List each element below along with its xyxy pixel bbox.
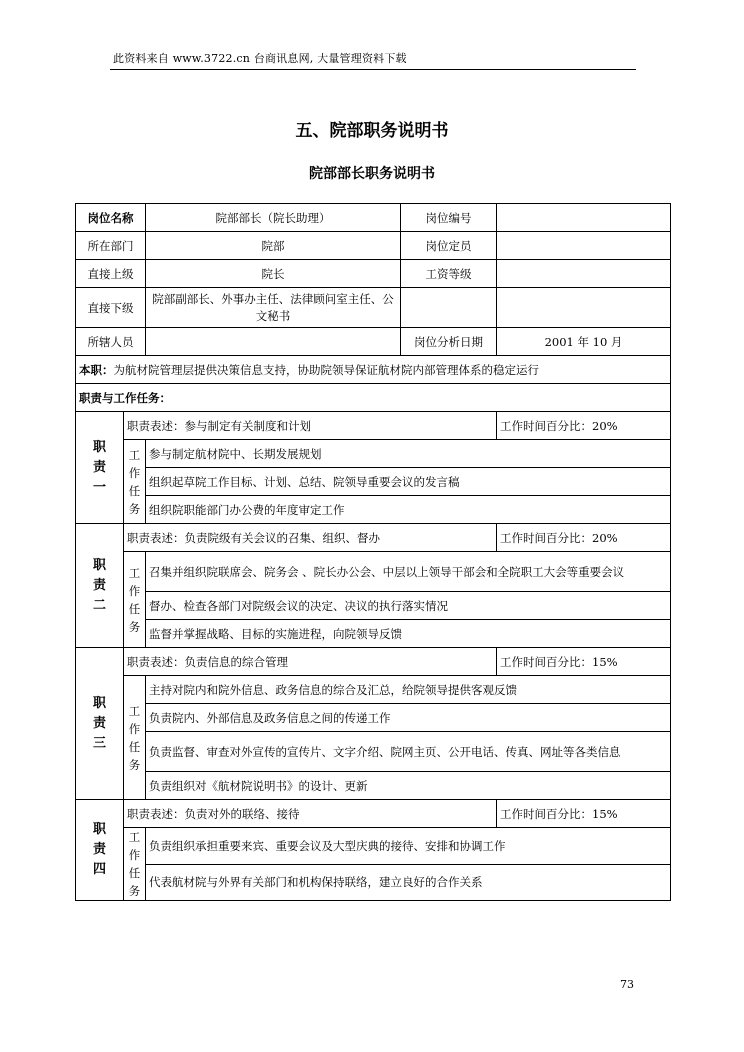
duty-4-statement-row bbox=[76, 800, 671, 828]
job-description-table bbox=[75, 203, 671, 901]
duty-3-task-4: 负责组织对《航材院说明书》的设计、更新 bbox=[146, 772, 671, 800]
duty-1-label: 职 责 一 bbox=[76, 412, 124, 524]
header-rule bbox=[110, 69, 636, 70]
superior-label: 直接上级 bbox=[76, 260, 146, 288]
headcount-label: 岗位定员 bbox=[401, 232, 497, 260]
duty-1-task-row bbox=[76, 468, 671, 496]
duty-2-task-row bbox=[76, 552, 671, 592]
subordinate-value: 院部副部长、外事办主任、法律顾问室主任、公文秘书 bbox=[146, 288, 401, 328]
duty-2-task-row bbox=[76, 620, 671, 648]
duty-3-time-share: 工作时间百分比：15% bbox=[497, 648, 671, 676]
duty-4-work-task-label: 工作 任务 bbox=[124, 828, 146, 901]
duty-3-task-row bbox=[76, 676, 671, 704]
duty-2-task-3: 监督并掌握战略、目标的实施进程，向院领导反馈 bbox=[146, 620, 671, 648]
duty-3-statement-row bbox=[76, 648, 671, 676]
position-code-label: 岗位编号 bbox=[401, 204, 497, 232]
duty-1-time-share: 工作时间百分比：20% bbox=[497, 412, 671, 440]
duty-3-work-task-label: 工作 任务 bbox=[124, 676, 146, 800]
duty-2-task-2: 督办、检查各部门对院级会议的决定、决议的执行落实情况 bbox=[146, 592, 671, 620]
staff-label: 所辖人员 bbox=[76, 328, 146, 356]
department-label: 所在部门 bbox=[76, 232, 146, 260]
duty-3-task-row bbox=[76, 772, 671, 800]
duty-1-task-row bbox=[76, 496, 671, 524]
row-staff bbox=[76, 328, 671, 356]
row-department bbox=[76, 232, 671, 260]
row-position-name bbox=[76, 204, 671, 232]
duty-4-task-row bbox=[76, 864, 671, 901]
position-name-value: 院部部长（院长助理） bbox=[146, 204, 401, 232]
duty-3-statement: 职责表述：负责信息的综合管理 bbox=[124, 648, 497, 676]
duty-3-label: 职 责 三 bbox=[76, 648, 124, 800]
duty-1-task-3: 组织院职能部门办公费的年度审定工作 bbox=[146, 496, 671, 524]
summary-text: 为航材院管理层提供决策信息支持，协助院领导保证航材院内部管理体系的稳定运行 bbox=[113, 362, 539, 377]
duty-1-task-1: 参与制定航材院中、长期发展规划 bbox=[146, 440, 671, 468]
duty-2-statement: 职责表述：负责院级有关会议的召集、组织、督办 bbox=[124, 524, 497, 552]
duty-2-task-1: 召集并组织院联席会、院务会 、院长办公会、中层以上领导干部会和全院职工大会等重要会议 bbox=[146, 552, 671, 592]
subordinate-label: 直接下级 bbox=[76, 288, 146, 328]
duty-4-statement: 职责表述：负责对外的联络、接待 bbox=[124, 800, 497, 828]
summary-label: 本职： bbox=[79, 362, 114, 377]
duty-2-work-task-label: 工作 任务 bbox=[124, 552, 146, 648]
duty-3-task-3: 负责监督、审查对外宣传的宣传片、文字介绍、院网主页、公开电话、传真、网址等各类信息 bbox=[146, 732, 671, 772]
position-code-value bbox=[497, 204, 671, 232]
page-number: 73 bbox=[620, 978, 634, 991]
row-subordinate bbox=[76, 288, 671, 328]
row-duties-heading bbox=[76, 384, 671, 412]
duty-1-task-row bbox=[76, 440, 671, 468]
duty-2-task-row bbox=[76, 592, 671, 620]
duty-1-task-2: 组织起草院工作目标、计划、总结、院领导重要会议的发言稿 bbox=[146, 468, 671, 496]
duties-heading: 职责与工作任务： bbox=[76, 384, 671, 412]
analysis-date-label: 岗位分析日期 bbox=[401, 328, 497, 356]
duty-2-statement-row bbox=[76, 524, 671, 552]
duty-3-task-row bbox=[76, 704, 671, 732]
duty-1-statement: 职责表述：参与制定有关制度和计划 bbox=[124, 412, 497, 440]
empty-cell bbox=[497, 288, 671, 328]
duty-1-statement-row bbox=[76, 412, 671, 440]
duty-3-task-1: 主持对院内和院外信息、政务信息的综合及汇总，给院领导提供客观反馈 bbox=[146, 676, 671, 704]
duty-1-work-task-label: 工作 任务 bbox=[124, 440, 146, 524]
duty-2-label: 职 责 二 bbox=[76, 524, 124, 648]
duty-3-task-row bbox=[76, 732, 671, 772]
headcount-value bbox=[497, 232, 671, 260]
duty-4-task-1: 负责组织承担重要来宾、重要会议及大型庆典的接待、安排和协调工作 bbox=[146, 828, 671, 865]
staff-value bbox=[146, 328, 401, 356]
duty-3-task-2: 负责院内、外部信息及政务信息之间的传递工作 bbox=[146, 704, 671, 732]
duty-4-task-row bbox=[76, 828, 671, 865]
row-summary bbox=[76, 356, 671, 384]
empty-cell bbox=[401, 288, 497, 328]
position-name-label: 岗位名称 bbox=[76, 204, 146, 232]
page-title: 五、院部职务说明书 bbox=[295, 121, 449, 141]
salary-value bbox=[497, 260, 671, 288]
superior-value: 院长 bbox=[146, 260, 401, 288]
document-subtitle: 院部部长职务说明书 bbox=[309, 166, 435, 182]
page-header-source: 此资料来自 www.3722.cn 台商讯息网, 大量管理资料下载 bbox=[113, 52, 407, 65]
duty-4-task-2: 代表航材院与外界有关部门和机构保持联络，建立良好的合作关系 bbox=[146, 864, 671, 901]
duty-4-label: 职 责 四 bbox=[76, 800, 124, 901]
duty-2-time-share: 工作时间百分比：20% bbox=[497, 524, 671, 552]
duty-4-time-share: 工作时间百分比：15% bbox=[497, 800, 671, 828]
analysis-date-value: 2001 年 10 月 bbox=[497, 328, 671, 356]
row-superior bbox=[76, 260, 671, 288]
salary-label: 工资等级 bbox=[401, 260, 497, 288]
summary-cell bbox=[76, 356, 671, 384]
department-value: 院部 bbox=[146, 232, 401, 260]
